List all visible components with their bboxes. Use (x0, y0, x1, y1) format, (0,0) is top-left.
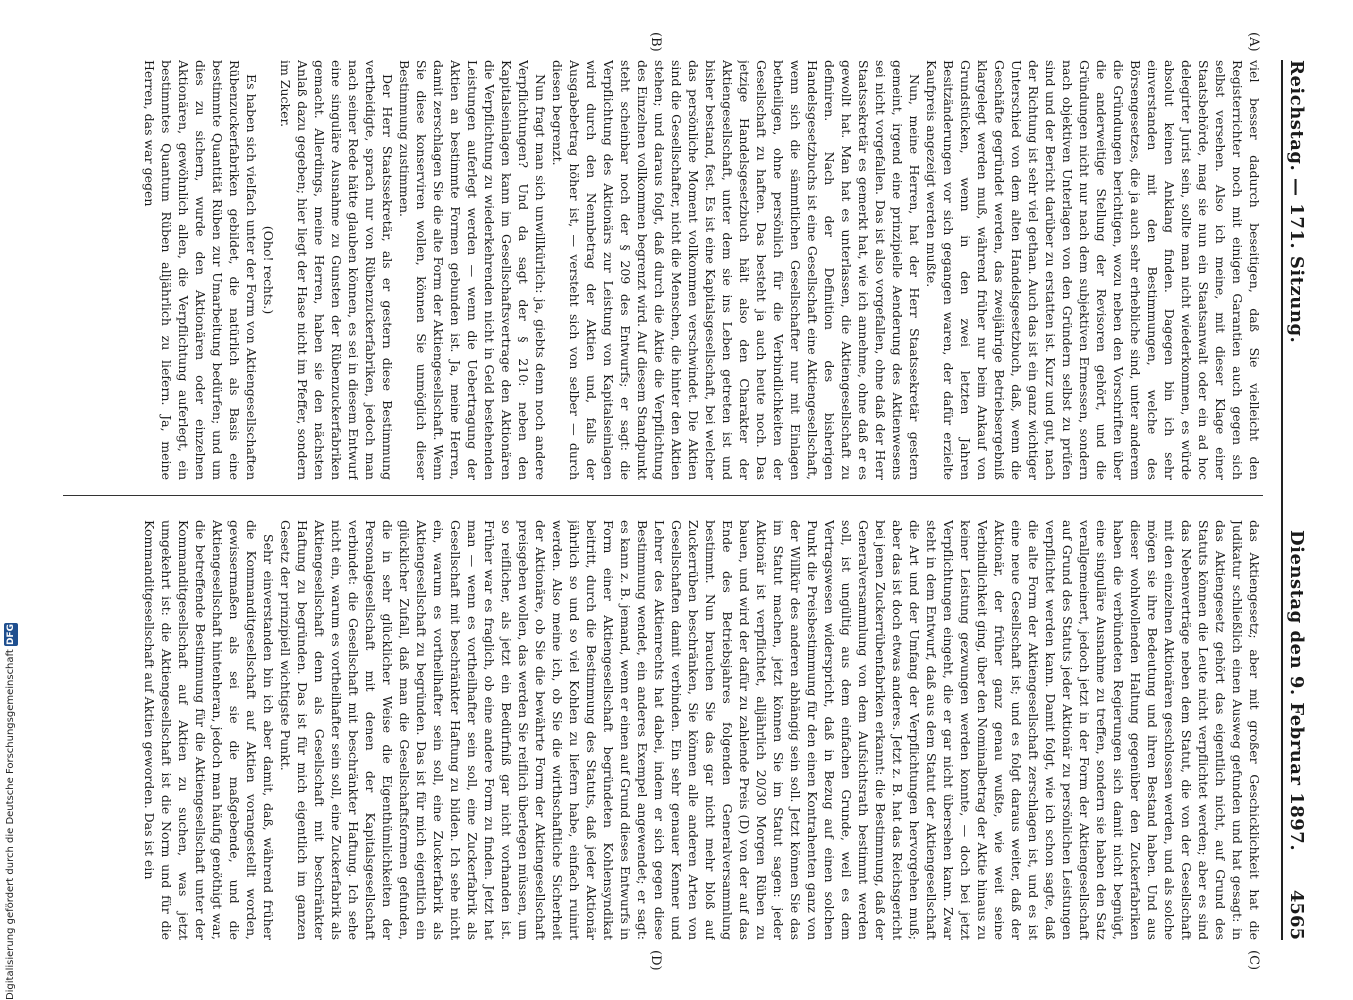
left-paragraph: Nun fragt man sich unwillkürlich: ja, giebts denn noch andere Verpflichtungen? Und da sagt der § 210: neben den Kapitalseinlagen kann im Gesellschaftsvertrage den Aktionären die Verpflichtung zu wiederkehrenden nicht in Geld bestehenden Leistungen auferlegt werden — wenn die Uebertragung der Aktien an bestimmte Formen gebunden ist. Ja, meine Herren, damit zerschlagen Sie die alte Form der Aktiengesellschaft. Wenn Sie diese konserviren wollen, können Sie unmöglich dieser Bestimmung zustimmen. (397, 60, 548, 480)
left-paragraph: Es haben sich vielfach unter der Form von Aktiengesellschaften Rübenzuckerfabriken gebildet, die natürlich als Basis eine bestimmte Quantität Rüben zur Umarbeitung bedürfen; und um dies zu sichern, wurde den Aktionären oder einzelnen Aktionären, gewöhnlich allen, die Verpflichtung auferlegt, ein bestimmtes Quantum Rüben alljährlich zu liefern. Ja, meine Herren, das war gegen (142, 60, 259, 480)
left-paragraph: Der Herr Staatssekretär, als er gestern diese Bestimmung vertheidigte, sprach nur von Rübenzuckerfabriken, jedoch man nach seiner Rede hätte glauben können, es sei in diesem Entwurf eine singuläre Ausnahme zu Gunsten der Rübenzuckerfabriken gemacht. Allerdings, meine Herren, haben sie den nächsten Anlaß dazu gegeben; hier liegt der Hase nicht im Pfeffer, sondern im Zucker. (278, 60, 395, 480)
dfg-logo: DFG (6, 623, 16, 645)
digitization-credit (2, 0, 20, 1000)
header-session-title: Reichstag. — 171. Sitzung. (1286, 60, 1307, 344)
page-header (1281, 60, 1309, 940)
margin-marker-d: (D) (648, 950, 663, 971)
column-divider (63, 495, 1263, 496)
margin-marker-a: (A) (1246, 32, 1261, 52)
left-paragraph: viel besser dadurch beseitigen, daß Sie vielleicht den Registerrichter noch mit einigen Garantien auch gegen sich selbst versehen. Also ich meine, mit dieser Klage einer Staatsbehörde, mag sie nun ein Staatsanwalt oder ein ad hoc delegirter Jurist sein, sollte man nicht wiederkommen, es würde absolut keinen Anklang finden. Dagegen bin ich sehr einverstanden mit den Bestimmungen, welche des Börsengesetzes, die ja auch sehr erhebliche sind, unter anderem die Gründungen berichtigen, wozu neben den Vorschriften über die anderweitige Stellung der Revisoren gehört, und die Gründungen nicht nur nach dem subjektiven Ermessen, sondern nach objektiven Unterlagen von den Gründern selbst zu prüfen sind und der Bericht darüber zu erstatten ist. Kurz und gut, nach der Richtung ist sehr viel gethan. Auch das ist ein ganz wichtiger Unterschied von dem alten Handelsgesetzbuch, daß, wenn die Geschäfte gegründet werden, das zweijährige Betriebsergebniß klargelegt werden muß, während früher nur beim Ankauf von Grundstücken, wenn in den zwei letzten Jahren Besitzänderungen vor sich gegangen waren, der dafür erzielte Kaufpreis angezeigt werden mußte. (924, 60, 1262, 480)
page-number: 4565 (1286, 889, 1307, 940)
right-text-column (63, 520, 1263, 940)
left-text-column (63, 60, 1263, 480)
interjection: (Oho! rechts.) (261, 225, 276, 315)
margin-marker-c: (C) (1246, 950, 1261, 971)
left-paragraph: Nun, meine Herren, hat der Herr Staatssekretär gestern gemeint, irgend eine prinzipielle Aenderung des Aktienwesens sei nicht vorgefallen. Das ist also vorgefallen, ohne daß der Herr Staatssekretär es gemerkt hat, wie ich annehme, ohne daß er es gewollt hat. Man hat es unterlassen, die Aktiengesellschaft zu definiren. Nach der Definition des bisherigen Handelsgesetzbuchs ist eine Gesellschaft eine Aktiengesellschaft, wenn sich die sämmtlichen Gesellschafter nur mit Einlagen betheiligen, ohne persönlich für die Verbindlichkeiten der Gesellschaft zu haften. Das besteht ja auch heute noch. Das jetzige Handelsgesetzbuch hält also den Charakter der Aktiengesellschaft, unter dem sie ins Leben getreten ist und bisher bestand, fest. Es ist eine Kapitalsgesellschaft, bei welcher das persönliche Moment vollkommen verschwindet. Die Aktien sind die Gesellschafter, nicht die Menschen, die hinter den Aktien stehen; und daraus folgt, daß durch die Aktie die Verpflichtung des Einzelnen vollkommen begrenzt wird. Auf diesem Standpunkt steht scheinbar noch der § 209 des Entwurfs; er sagt: die Verpflichtung des Aktionärs zur Leistung von Kapitalseinlagen wird durch den Nennbetrag der Aktien und, falls der Ausgabebetrag höher ist, — versteht sich von selber — durch diesen begrenzt. (550, 60, 922, 480)
header-date: Dienstag den 9. Februar 1897. (1286, 530, 1307, 852)
credit-text: Digitalisierung gefördert durch die Deutsche Forschungsgemeinschaft (5, 649, 16, 1000)
right-paragraph: Sehr einverstanden bin ich aber damit, daß, während früher die Kommanditgesellschaft auf Aktien vorangestellt worden, gewissermaßen als sei sie die maßgebende, und die Aktiengesellschaft hintenheran, jedoch man häufig genöthigt war, die betreffende Bestimmung für die Aktiengesellschaft unter der Kommanditgesellschaft auf Aktien zu suchen, was jetzt umgekehrt ist: die Aktiengesellschaft ist die Norm und für die Kommanditgesellschaft auf Aktien geworden. Das ist ein (142, 520, 276, 940)
margin-marker-b: (B) (648, 32, 663, 52)
right-paragraph: das Aktiengesetz; aber mit großer Geschicklichkeit hat die Judikatur schließlich einen Ausweg gefunden und hat gesagt: in das Aktiengesetz gehört das eigentlich nicht, auf Grund des Statuts können die Leute nicht verpflichtet werden; aber es sind das Nebenverträge neben dem Statut, die von der Gesellschaft mit den einzelnen Aktionären geschlossen werden, und als solche mögen sie ihre Bedeutung und ihren Bestand haben. Und aus dieser wohlwollenden Haltung gegenüber den Zuckerfabriken haben die verbündeten Regierungen sich damit nicht begnügt, eine singuläre Ausnahme zu treffen, sondern sie haben den Satz verallgemeinert, jedoch jetzt in der Form der Aktiengesellschaft auf Grund des Statuts jeder Aktionär zu persönlichen Leistungen verpflichtet werden kann. Damit folgt, wie ich schon sagte, daß die alte Form der Aktiengesellschaft zerschlagen ist, und es ist eine neue Gesellschaft ist; und es folgt daraus weiter, daß der Aktionär, der früher ganz genau wußte, wie weit seine Verbindlichkeit ging, über den Nominalbetrag der Aktie hinaus zu keiner Leistung gezwungen werden konnte, — doch bei jetzt Verpflichtungen eingeht, die er gar nicht übersehen kann. Zwar steht in dem Entwurf, daß aus dem Statut der Aktiengesellschaft die Art und der Umfang der Verpflichtungen hervorgehen muß; aber das ist doch etwas anderes. Jetzt z. B. hat das Reichsgericht bei jenen Zuckerrübenfabriken erkannt: die Bestimmung, daß der Generalversammlung von dem Aufsichtsrath bestimmt werden soll, ist ungültig aus dem einfachen Grunde, weil es dem Vertragswesen widerspricht, daß in Bezug auf einen solchen Punkt die Preisbestimmung für den einen Kontrahenten ganz von der Willkür des anderen abhängig sein soll. Jetzt können Sie das im Statut machen, jetzt können Sie im Statut sagen: jeder Aktionär ist verpflichtet, alljährlich 20/30 Morgen Rüben zu bauen, und wird der dafür zu zahlende Preis (D) von der auf das Ende des Betriebsjahres folgenden Generalversammlung bestimmt. Nun brauchen Sie das gar nicht mehr bloß auf Zuckerrüben beschränken, Sie können alle anderen Arten von Gesellschaften damit verbinden. Ein sehr genauer Kenner und Lehrer des Aktienrechts hat dabei, indem er sich gegen diese Bestimmung wendet, ein anderes Exempel angewendet; er sagt: es kann z. B. jemand, wenn er einen auf Grund dieses Entwurfs in Form einer Aktiengesellschaft begründeten Kohlensyndikat beitritt, durch die Bestimmung des Statuts, daß jeder Aktionär jährlich so und so viel Kohlen zu liefern habe, einfach ruinirt werden. Also meine ich, ob Sie die wirthschaftliche Sicherheit der Aktionäre, ob Sie die bewährte Form der Aktiengesellschaft preisgeben wollen, das werden Sie reiflich überlegen müssen, um so reiflicher, als jetzt ein Bedürfniß gar nicht vorhanden ist. Früher war es fraglich, ob eine andere Form zu finden. Jetzt hat man — wenn es vortheilhafter sein soll, eine Zuckerfabrik als Gesellschaft mit beschränkter Haftung zu bilden. Ich sehe nicht ein, warum es vortheilhafter sein soll, eine Zuckerfabrik als Aktiengesellschaft zu begründen. Das ist für mich eigentlich ein glücklicher Zufall, daß man die Gesellschaftsformen gefunden, die in sehr glücklicher Weise die Eigenthümlichkeiten der Personalgesellschaft mit denen der Kapitalsgesellschaft verbindet: die Gesellschaft mit beschränkter Haftung. Ich sehe nicht ein, warum es vortheilhafter sein soll, eine Zuckerfabrik als Aktiengesellschaft denn als Gesellschaft mit beschränkter Haftung zu begründen. Das ist für mich eigentlich im ganzen Gesetz der prinzipiell wichtigste Punkt. (278, 520, 1262, 940)
